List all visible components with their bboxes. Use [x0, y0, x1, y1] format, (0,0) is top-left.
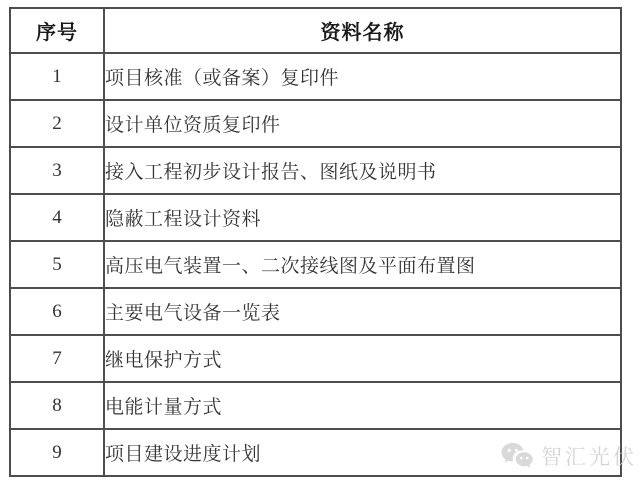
row-number-cell: 5 [10, 241, 104, 288]
row-number-cell: 9 [10, 429, 104, 476]
table-row [10, 429, 621, 476]
row-number-cell: 2 [10, 100, 104, 147]
row-name-cell: 接入工程初步设计报告、图纸及说明书 [104, 147, 621, 194]
table-row [10, 335, 621, 382]
table-row [10, 147, 621, 194]
table-row [10, 53, 621, 100]
row-number-cell: 8 [10, 382, 104, 429]
row-number-cell: 6 [10, 288, 104, 335]
table-row [10, 382, 621, 429]
table-row [10, 241, 621, 288]
watermark-text: 智汇光伏 [541, 446, 637, 469]
row-name-cell: 电能计量方式 [104, 382, 621, 429]
row-number-cell: 1 [10, 53, 104, 100]
header-cell-serial: 序号 [10, 8, 104, 53]
table-row [10, 288, 621, 335]
row-name-cell: 隐蔽工程设计资料 [104, 194, 621, 241]
row-number-cell: 3 [10, 147, 104, 194]
row-name-cell: 高压电气装置一、二次接线图及平面布置图 [104, 241, 621, 288]
row-name-cell: 设计单位资质复印件 [104, 100, 621, 147]
row-number-cell: 4 [10, 194, 104, 241]
row-name-cell: 项目核准（或备案）复印件 [104, 53, 621, 100]
header-row [10, 8, 621, 53]
row-name-cell: 项目建设进度计划 [104, 429, 621, 476]
materials-table [9, 7, 622, 477]
row-name-cell: 主要电气设备一览表 [104, 288, 621, 335]
row-name-cell: 继电保护方式 [104, 335, 621, 382]
table-row [10, 100, 621, 147]
header-cell-material-name: 资料名称 [104, 8, 621, 53]
table-row [10, 194, 621, 241]
row-number-cell: 7 [10, 335, 104, 382]
